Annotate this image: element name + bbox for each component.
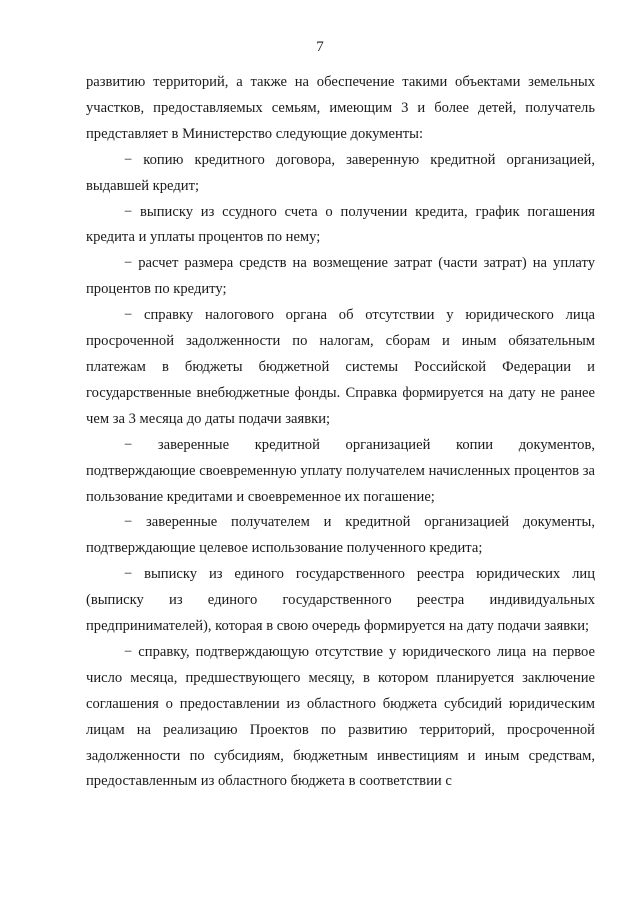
list-item-cost-calculation: − расчет размера средств на возмещение затрат (части затрат) на уплату процентов по кредиту;	[86, 255, 595, 298]
list-item-target-use-documents: − заверенные получателем и кредитной организацией документы, подтверждающие целевое использование полученного кредита;	[86, 514, 595, 557]
paragraph-intro: развитию территорий, а также на обеспечение такими объектами земельных участков, предоставляемых семьям, имеющим 3 и более детей, получатель представляет в Министерство следующие документы:	[86, 74, 595, 142]
page-number: 7	[316, 39, 324, 55]
list-item-tax-certificate: − справку налогового органа об отсутствии у юридического лица просроченной задолженности по налогам, сборам и иным обязательным платежам в бюджеты бюджетной системы Российской Федерации и государственные внебюджетные фонды. Справка формируется на дату не ранее чем за 3 месяца до даты подачи заявки;	[86, 307, 595, 427]
list-item-no-debt-certificate: − справку, подтверждающую отсутствие у юридического лица на первое число месяца, предшествующего месяцу, в котором планируется заключение соглашения о предоставлении из областного бюджета субсидий юридическим лицам на реализацию Проектов по развитию территорий, просроченной задолженности по субсидиям, бюджетным инвестициям и иным средствам, предоставленным из областного бюджета в соответствии с	[86, 643, 595, 790]
list-item-registry-extract: − выписку из единого государственного реестра юридических лиц (выписку из единого государственного реестра индивидуальных предпринимателей), которая в свою очередь формируется на дату подачи заявки;	[86, 566, 595, 635]
list-item-loan-account-extract: − выписку из ссудного счета о получении кредита, график погашения кредита и уплаты процентов по нему;	[86, 203, 595, 246]
list-item-payment-documents: − заверенные кредитной организацией копии документов, подтверждающие своевременную уплату получателем начисленных процентов за пользование кредитами и своевременное их погашение;	[86, 436, 595, 505]
document-body	[86, 70, 595, 795]
list-item-loan-agreement: − копию кредитного договора, заверенную кредитной организацией, выдавшей кредит;	[86, 151, 595, 194]
